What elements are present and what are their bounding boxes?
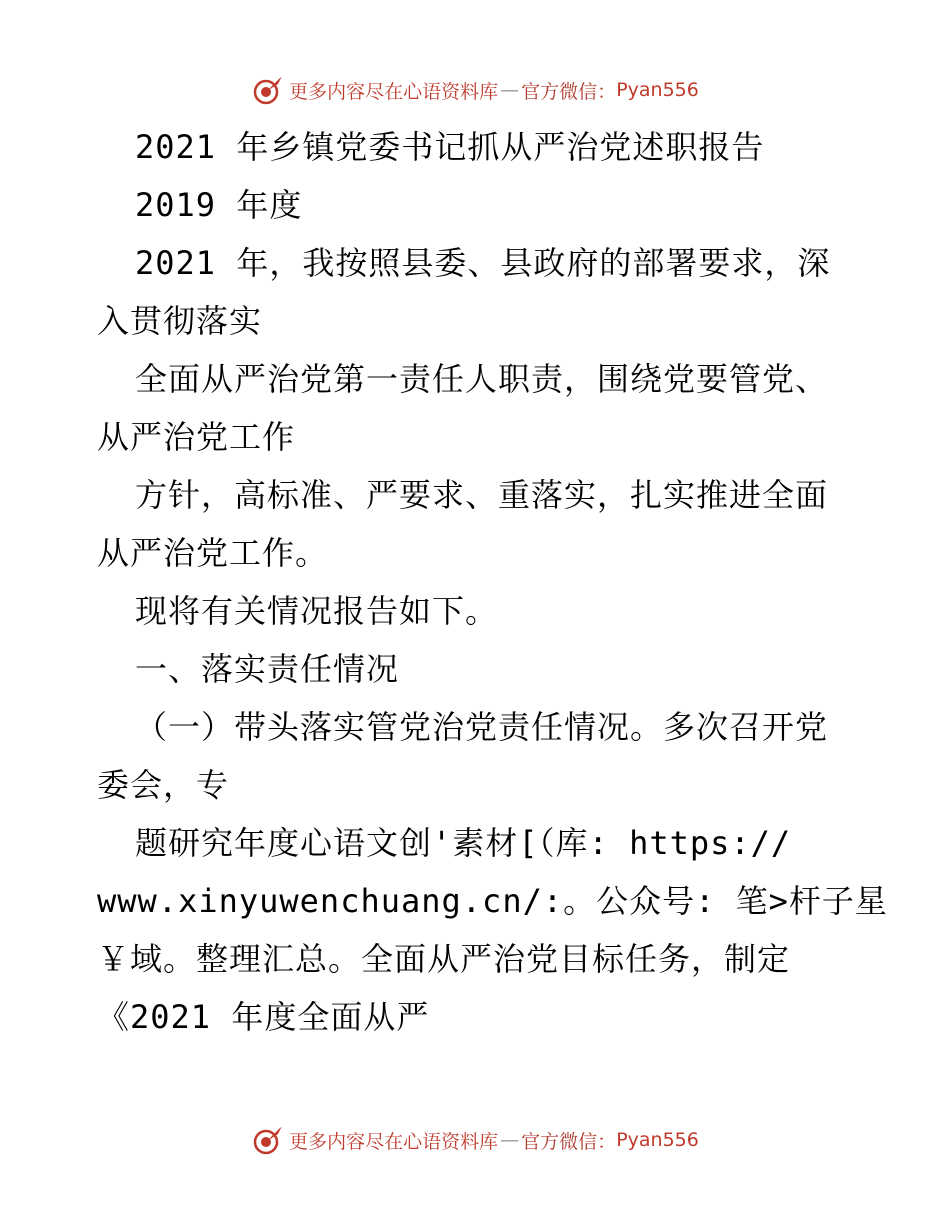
doc-line-9: 现将有关情况报告如下。 <box>135 592 499 630</box>
document-body <box>97 118 888 1046</box>
footer-watermark-banner <box>0 1120 950 1160</box>
doc-line-15: ￥域。整理汇总。全面从严治党目标任务，制定 <box>97 940 791 978</box>
banner-site-text: 更多内容尽在心语资料库 <box>289 80 499 103</box>
doc-line-7: 方针，高标准、严要求、重落实，扎实推进全面 <box>135 476 829 514</box>
header-watermark-banner <box>0 70 950 110</box>
banner-wechat-label: 官方微信： <box>521 80 617 103</box>
doc-line-11: （一）带头落实管党治党责任情况。多次召开党 <box>135 708 829 746</box>
banner-wechat-id: Pyan556 <box>616 79 699 101</box>
doc-line-12: 委会，专 <box>97 766 230 804</box>
doc-line-8: 从严治党工作。 <box>97 534 329 572</box>
banner-separator: — <box>500 79 520 101</box>
banner-wechat-id: Pyan556 <box>616 1129 699 1151</box>
doc-line-5: 全面从严治党第一责任人职责，围绕党要管党、 <box>135 360 829 398</box>
banner-separator: — <box>500 1129 520 1151</box>
quill-logo-icon <box>251 73 285 107</box>
banner-wechat-label: 官方微信： <box>521 1130 617 1153</box>
doc-line-2: 2019 年度 <box>135 186 303 224</box>
doc-line-4: 入贯彻落实 <box>97 302 263 340</box>
doc-line-3: 2021 年，我按照县委、县政府的部署要求，深 <box>135 244 831 282</box>
doc-line-6: 从严治党工作 <box>97 418 296 456</box>
doc-line-10: 一、落实责任情况 <box>135 650 400 688</box>
doc-line-1: 2021 年乡镇党委书记抓从严治党述职报告 <box>135 128 765 166</box>
doc-line-14: www.xinyuwenchuang.cn/:。公众号: 笔>杆子星 <box>97 882 888 920</box>
quill-logo-icon <box>251 1123 285 1157</box>
doc-line-16: 《2021 年度全面从严 <box>97 998 430 1036</box>
banner-site-text: 更多内容尽在心语资料库 <box>289 1130 499 1153</box>
doc-line-13: 题研究年度心语文创'素材[（库: https:// <box>135 824 792 862</box>
